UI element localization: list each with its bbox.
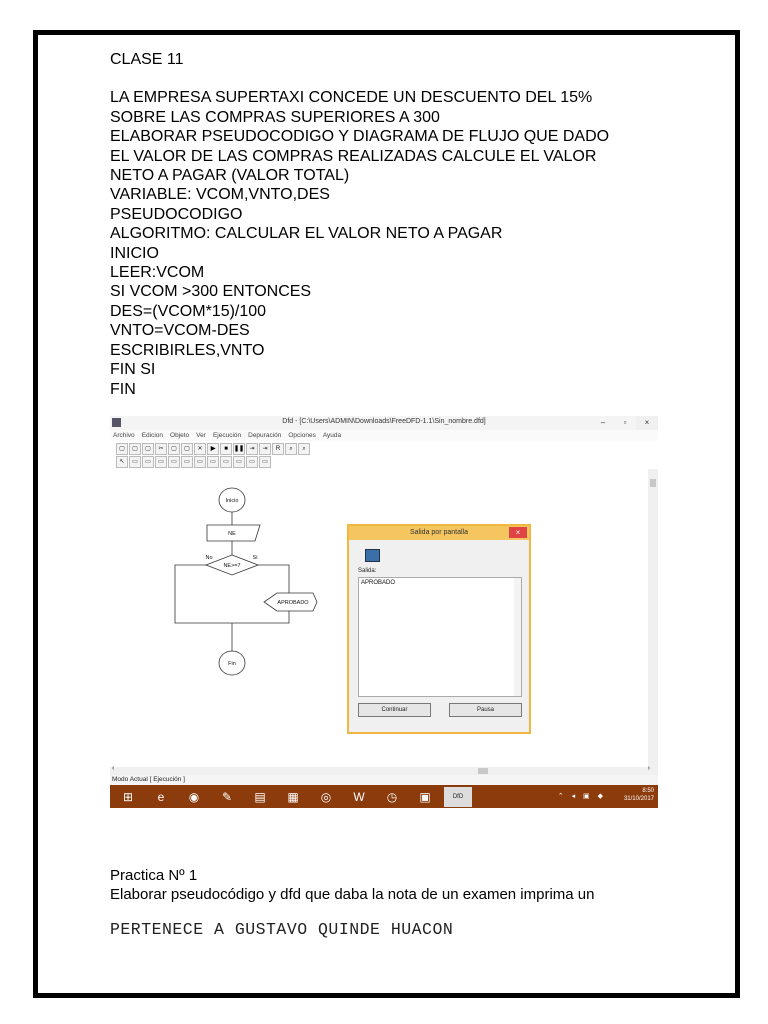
toolbar-button[interactable]: ❚❚ [233,443,245,455]
toolbar-button[interactable]: ✂ [155,443,167,455]
windows-taskbar [110,785,658,808]
menu-bar [110,430,658,441]
no-label: No [205,555,213,561]
toolbar-button[interactable]: ▶ [207,443,219,455]
toolbar-button[interactable]: ▭ [194,456,206,468]
yes-label: Si [252,555,258,561]
monitor-icon [365,549,380,562]
text-line: ELABORAR PSEUDOCODIGO Y DIAGRAMA DE FLUJO QUE DADO [110,128,610,146]
maximize-button[interactable]: ▫ [623,418,627,427]
toolbar-button[interactable]: ▢ [142,443,154,455]
toolbar-button[interactable]: ▢ [181,443,193,455]
toolbar-button[interactable]: ▭ [142,456,154,468]
status-bar: Modo Actual [ Ejecución ] [110,775,658,785]
toolbar-button[interactable]: ✕ [194,443,206,455]
toolbar-button[interactable]: R [272,443,284,455]
text-line: SI VCOM >300 ENTONCES [110,283,312,301]
horizontal-scrollbar[interactable] [110,767,658,775]
toolbar-button[interactable]: ▭ [129,456,141,468]
dfd-screenshot [110,416,658,808]
toolbar-button[interactable]: ⌕ [285,443,297,455]
menu-edicion[interactable]: Edicion [141,432,164,439]
dialog-title: Salida por pantalla [349,526,529,540]
toolbar-button[interactable]: ▭ [259,456,271,468]
toolbar-button[interactable]: ↖ [116,456,128,468]
scroll-left-icon[interactable]: ‹ [112,765,115,772]
pause-button[interactable]: Pausa [449,703,522,717]
toolbar-button[interactable]: ▢ [116,443,128,455]
text-line: INICIO [110,244,159,262]
text-line: NETO A PAGAR (VALOR TOTAL) [110,167,350,185]
object-toolbar [116,456,271,468]
owner-line: PERTENECE A GUSTAVO QUINDE HUACON [110,920,454,939]
minimize-button[interactable]: – [600,418,606,427]
practice-text: Elaborar pseudocódigo y dfd que daba la nota de un examen imprima un [110,886,595,903]
taskbar-app-icon[interactable]: ◷ [386,789,398,804]
output-textbox[interactable] [358,577,522,697]
toolbar-button[interactable]: ⇥ [246,443,258,455]
output-label: Salida: [358,568,377,574]
taskbar-clock: 8:50 31/10/2017 [623,788,654,802]
output-value: APROBADO [361,580,396,586]
practice-title: Practica Nº 1 [110,867,198,884]
exercise-text [110,50,710,399]
taskbar-app-icon[interactable]: ▦ [287,789,299,804]
output-label: APROBADO [277,600,309,606]
taskbar-app-icon[interactable]: ✎ [221,789,233,804]
text-line: FIN SI [110,361,156,379]
menu-ayuda[interactable]: Ayuda [322,432,342,439]
window-title: Dfd - [C:\Users\ADMIN\Downloads\FreeDFD-1.1\Sin_nombre.dfd] [282,418,486,425]
menu-objeto[interactable]: Objeto [170,432,190,439]
toolbar-button[interactable]: ▢ [168,443,180,455]
taskbar-app-icon[interactable]: ▤ [254,789,266,804]
continue-button[interactable]: Continuar [358,703,431,717]
taskbar-app-icon[interactable]: ◉ [188,789,200,804]
output-dialog [347,524,531,734]
text-line: ALGORITMO: CALCULAR EL VALOR NETO A PAGAR [110,225,503,243]
text-line: VNTO=VCOM-DES [110,322,250,340]
main-toolbar [116,443,310,455]
system-tray[interactable]: ⌃ ◂ ▣ ◆ [557,793,606,800]
input-label: NE [228,531,236,537]
text-line: FIN [110,380,136,398]
taskbar-app-icon[interactable]: ▣ [419,789,431,804]
toolbar-button[interactable]: ▢ [129,443,141,455]
toolbar-button[interactable]: ▭ [181,456,193,468]
menu-ver[interactable]: Ver [196,432,206,439]
toolbar-button[interactable]: ▭ [220,456,232,468]
text-line: EL VALOR DE LAS COMPRAS REALIZADAS CALCULE EL VALOR [110,147,597,165]
menu-opciones[interactable]: Opciones [288,432,316,439]
text-line: CLASE 11 [110,51,184,68]
window-titlebar [110,416,658,431]
toolbar-button[interactable]: ▭ [246,456,258,468]
menu-archivo[interactable]: Archivo [113,432,135,439]
decision-label: NE>=7 [223,563,241,569]
toolbar-button[interactable]: ▭ [155,456,167,468]
output-scrollbar[interactable] [514,578,521,696]
toolbar-button[interactable]: ⇥ [259,443,271,455]
text-line: LEER:VCOM [110,264,205,282]
taskbar-dfd-app[interactable]: DfD [444,787,472,807]
toolbar-button[interactable]: ⌕ [298,443,310,455]
toolbar-button[interactable]: ▭ [168,456,180,468]
taskbar-app-icon[interactable]: ◎ [320,789,332,804]
taskbar-app-icon[interactable]: e [157,789,165,804]
menu-ejecucion[interactable]: Ejecución [212,432,242,439]
end-label: Fin [228,661,236,667]
toolbar-button[interactable]: ■ [220,443,232,455]
dialog-close-button[interactable]: × [509,527,527,538]
text-line: PSEUDOCODIGO [110,205,243,223]
text-line: ESCRIBIRLES,VNTO [110,341,265,359]
text-line: DES=(VCOM*15)/100 [110,302,267,320]
scroll-right-icon[interactable]: › [647,765,650,772]
close-button[interactable]: × [636,416,658,430]
vertical-scrollbar[interactable] [648,469,658,767]
menu-depuracion[interactable]: Depuración [248,432,282,439]
text-line [110,69,710,88]
taskbar-app-icon[interactable]: W [353,789,365,804]
toolbar-button[interactable]: ▭ [207,456,219,468]
toolbar-button[interactable]: ▭ [233,456,245,468]
practice-section [110,866,710,904]
start-label: Inicio [225,498,239,504]
text-line: VARIABLE: VCOM,VNTO,DES [110,186,330,204]
text-line: LA EMPRESA SUPERTAXI CONCEDE UN DESCUENTO DEL 15% [110,89,593,107]
flowchart-canvas[interactable] [110,469,648,767]
text-line: SOBRE LAS COMPRAS SUPERIORES A 300 [110,108,440,126]
taskbar-app-icon[interactable]: ⊞ [122,789,134,804]
